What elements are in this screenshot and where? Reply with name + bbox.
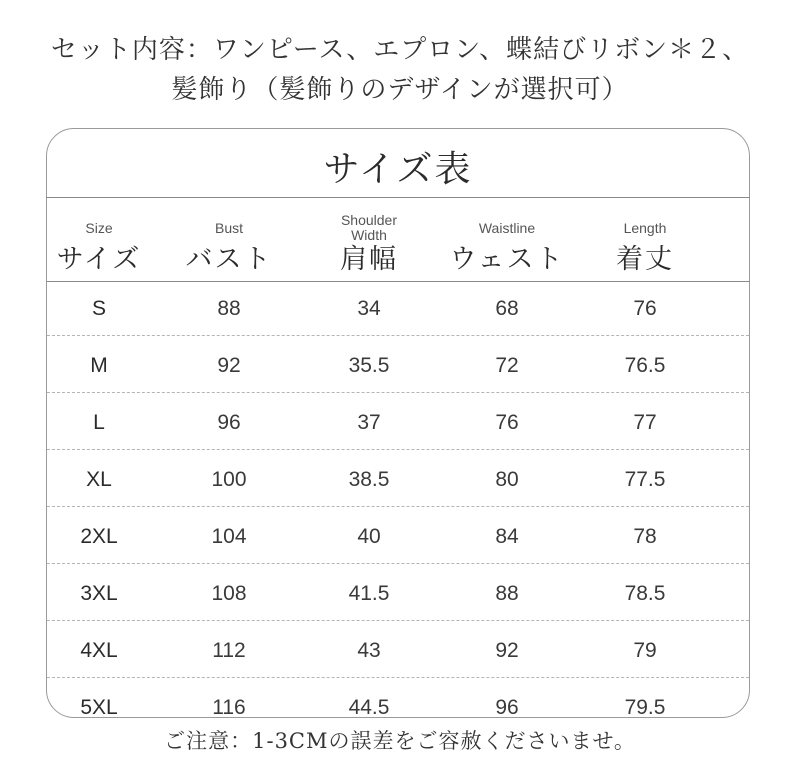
set-contents-line-1: セット内容：ワンピース、エプロン、蝶結びリボン＊２、: [50, 35, 750, 65]
cell-waistline: 92: [495, 639, 519, 662]
cell-size: 3XL: [80, 582, 118, 605]
table-row: [47, 624, 749, 681]
column-header-length-en: Length: [623, 219, 667, 236]
table-row: [47, 396, 749, 453]
row-divider: [47, 620, 749, 621]
column-header-shoulder: [309, 203, 429, 275]
cell-length: 79.5: [624, 696, 666, 719]
set-contents-header: [0, 30, 800, 110]
cell-size: 2XL: [80, 525, 118, 548]
cell-shoulder-width: 35.5: [348, 354, 390, 377]
cell-shoulder-width: 43: [357, 639, 381, 662]
column-header-size-ja: サイズ: [56, 244, 142, 275]
column-header-shoulder-en: Shoulder Width: [340, 212, 398, 243]
cell-size: S: [91, 297, 106, 320]
cell-waistline: 80: [495, 468, 519, 491]
row-divider: [47, 449, 749, 450]
row-divider: [47, 335, 749, 336]
cell-waistline: 76: [495, 411, 519, 434]
cell-waistline: 84: [495, 525, 519, 548]
cell-bust: 96: [217, 411, 241, 434]
column-header-waist-en: Waistline: [478, 219, 536, 236]
column-header-shoulder-ja: 肩幅: [340, 244, 398, 275]
cell-bust: 88: [217, 297, 241, 320]
cell-waistline: 68: [495, 297, 519, 320]
column-header-bust-en: Bust: [214, 219, 243, 236]
title-divider: [46, 197, 750, 198]
cell-length: 76.5: [624, 354, 666, 377]
cell-size: 5XL: [80, 696, 118, 719]
cell-length: 78.5: [624, 582, 666, 605]
cell-length: 79: [633, 639, 657, 662]
cell-length: 78: [633, 525, 657, 548]
cell-shoulder-width: 34: [357, 297, 381, 320]
column-header-waist-ja: ウェスト: [449, 244, 565, 275]
cell-bust: 108: [211, 582, 247, 605]
table-row: [47, 567, 749, 624]
cell-size: 4XL: [80, 639, 118, 662]
row-divider: [47, 677, 749, 678]
table-row: [47, 453, 749, 510]
tolerance-note: ご注意：1-3CMの誤差をご容赦くださいませ。: [164, 729, 636, 753]
table-row: [47, 282, 749, 339]
column-header-bust: [169, 213, 289, 281]
size-chart: [46, 128, 750, 718]
column-header-length-ja: 着丈: [616, 244, 674, 275]
cell-bust: 116: [212, 696, 246, 719]
table-row: [47, 339, 749, 396]
column-header-size-en: Size: [85, 219, 113, 236]
table-row: [47, 510, 749, 567]
cell-bust: 112: [212, 639, 246, 662]
set-contents-line-2: 髪飾り（髪飾りのデザインが選択可）: [171, 75, 629, 105]
cell-length: 77.5: [624, 468, 666, 491]
cell-waistline: 72: [495, 354, 519, 377]
column-header-bust-ja: バスト: [185, 244, 273, 275]
cell-shoulder-width: 38.5: [348, 468, 390, 491]
cell-size: XL: [86, 468, 112, 491]
cell-size: L: [93, 411, 105, 434]
row-divider: [47, 392, 749, 393]
cell-shoulder-width: 40: [357, 525, 381, 548]
cell-bust: 100: [211, 468, 247, 491]
column-header-size: [39, 213, 159, 281]
column-header-waist: [447, 213, 567, 281]
cell-length: 77: [633, 411, 657, 434]
cell-length: 76: [633, 297, 657, 320]
size-chart-title: サイズ表: [323, 149, 473, 190]
row-divider: [47, 506, 749, 507]
cell-shoulder-width: 41.5: [348, 582, 390, 605]
cell-waistline: 96: [495, 696, 519, 719]
cell-shoulder-width: 44.5: [348, 696, 390, 719]
column-header-length: [585, 213, 705, 281]
cell-size: M: [90, 354, 108, 377]
cell-bust: 104: [211, 525, 247, 548]
row-divider: [47, 563, 749, 564]
cell-shoulder-width: 37: [357, 411, 381, 434]
cell-waistline: 88: [495, 582, 519, 605]
cell-bust: 92: [217, 354, 241, 377]
